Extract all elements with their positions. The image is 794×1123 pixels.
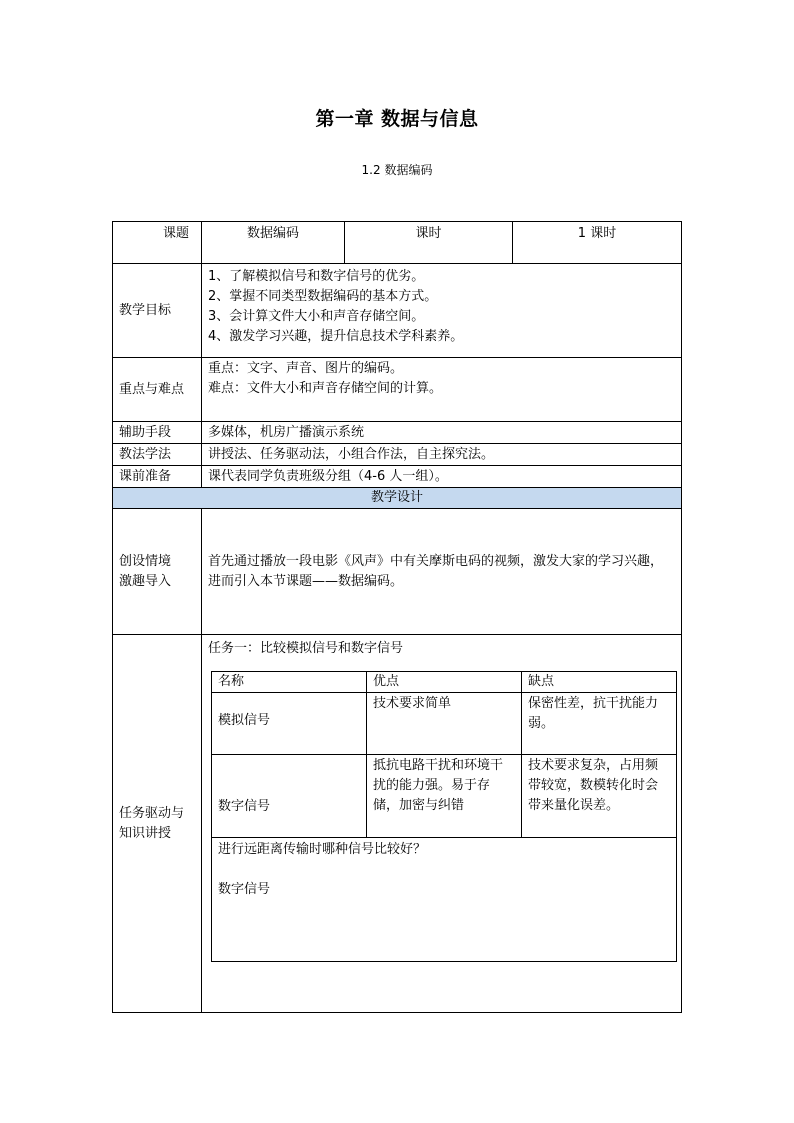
design-header: 教学设计 (113, 488, 682, 509)
goal-item: 4、激发学习兴趣，提升信息技术学科素养。 (208, 329, 464, 344)
compare-header-pros: 优点 (367, 672, 522, 693)
methods-value: 讲授法、任务驱动法，小组合作法，自主探究法。 (202, 444, 682, 466)
prep-value: 课代表同学负责班级分组（4-6 人一组）。 (202, 466, 682, 488)
intro-label-line: 激趣导入 (119, 573, 172, 589)
compare-name: 模拟信号 (212, 693, 367, 755)
intro-row (113, 509, 682, 635)
goal-item: 2、掌握不同类型数据编码的基本方式。 (208, 289, 438, 304)
methods-row (113, 444, 682, 466)
aids-value: 多媒体，机房广播演示系统 (202, 422, 682, 444)
key-points-content (202, 358, 682, 422)
task-label-line: 任务驱动与 (119, 805, 185, 821)
hours-label: 课时 (345, 222, 513, 264)
compare-name: 数字信号 (212, 755, 367, 838)
goals-row (113, 264, 682, 358)
prep-label: 课前准备 (113, 466, 202, 488)
intro-text: 首先通过播放一段电影《风声》中有关摩斯电码的视频，激发大家的学习兴趣，进而引入本节课题——数据编码。 (202, 509, 682, 635)
topic-label: 课题 (113, 222, 202, 264)
methods-label: 教法学法 (113, 444, 202, 466)
task-label (113, 635, 202, 1013)
section-title: 1.2 数据编码 (361, 163, 433, 177)
header-row (113, 222, 682, 264)
aids-row (113, 422, 682, 444)
task-label-line: 知识讲授 (119, 825, 172, 841)
compare-question-row (212, 838, 677, 962)
goals-label: 教学目标 (113, 264, 202, 358)
signal-compare-table (211, 671, 677, 962)
difficulty-text: 难点：文件大小和声音存储空间的计算。 (208, 381, 443, 396)
goal-item: 1、了解模拟信号和数字信号的优劣。 (208, 269, 425, 284)
compare-row-digital (212, 755, 677, 838)
compare-cons: 保密性差，抗干扰能力弱。 (522, 693, 677, 755)
compare-header-name: 名称 (212, 672, 367, 693)
task-title: 任务一：比较模拟信号和数字信号 (208, 641, 404, 656)
task-content (202, 635, 682, 1013)
compare-pros: 技术要求简单 (367, 693, 522, 755)
intro-label (113, 509, 202, 635)
chapter-title: 第一章 数据与信息 (315, 108, 479, 130)
compare-header-cons: 缺点 (522, 672, 677, 693)
topic-value: 数据编码 (202, 222, 345, 264)
compare-pros: 抵抗电路干扰和环境干扰的能力强。易于存储，加密与纠错 (367, 755, 522, 838)
aids-label: 辅助手段 (113, 422, 202, 444)
focus-text: 重点：文字、声音、图片的编码。 (208, 361, 404, 376)
hours-value: 1 课时 (513, 222, 682, 264)
key-points-row (113, 358, 682, 422)
prep-row (113, 466, 682, 488)
goal-item: 3、会计算文件大小和声音存储空间。 (208, 309, 425, 324)
key-points-label: 重点与难点 (113, 358, 202, 422)
lesson-plan-table (112, 221, 682, 1013)
goals-list (202, 264, 682, 358)
design-header-row (113, 488, 682, 509)
question-cell (212, 838, 677, 962)
compare-cons: 技术要求复杂，占用频带较宽，数模转化时会带来量化误差。 (522, 755, 677, 838)
compare-row-analog (212, 693, 677, 755)
task-row (113, 635, 682, 1013)
answer-text: 数字信号 (218, 882, 271, 897)
compare-header-row (212, 672, 677, 693)
intro-label-line: 创设情境 (119, 553, 172, 569)
question-text: 进行远距离传输时哪种信号比较好？ (218, 842, 427, 857)
